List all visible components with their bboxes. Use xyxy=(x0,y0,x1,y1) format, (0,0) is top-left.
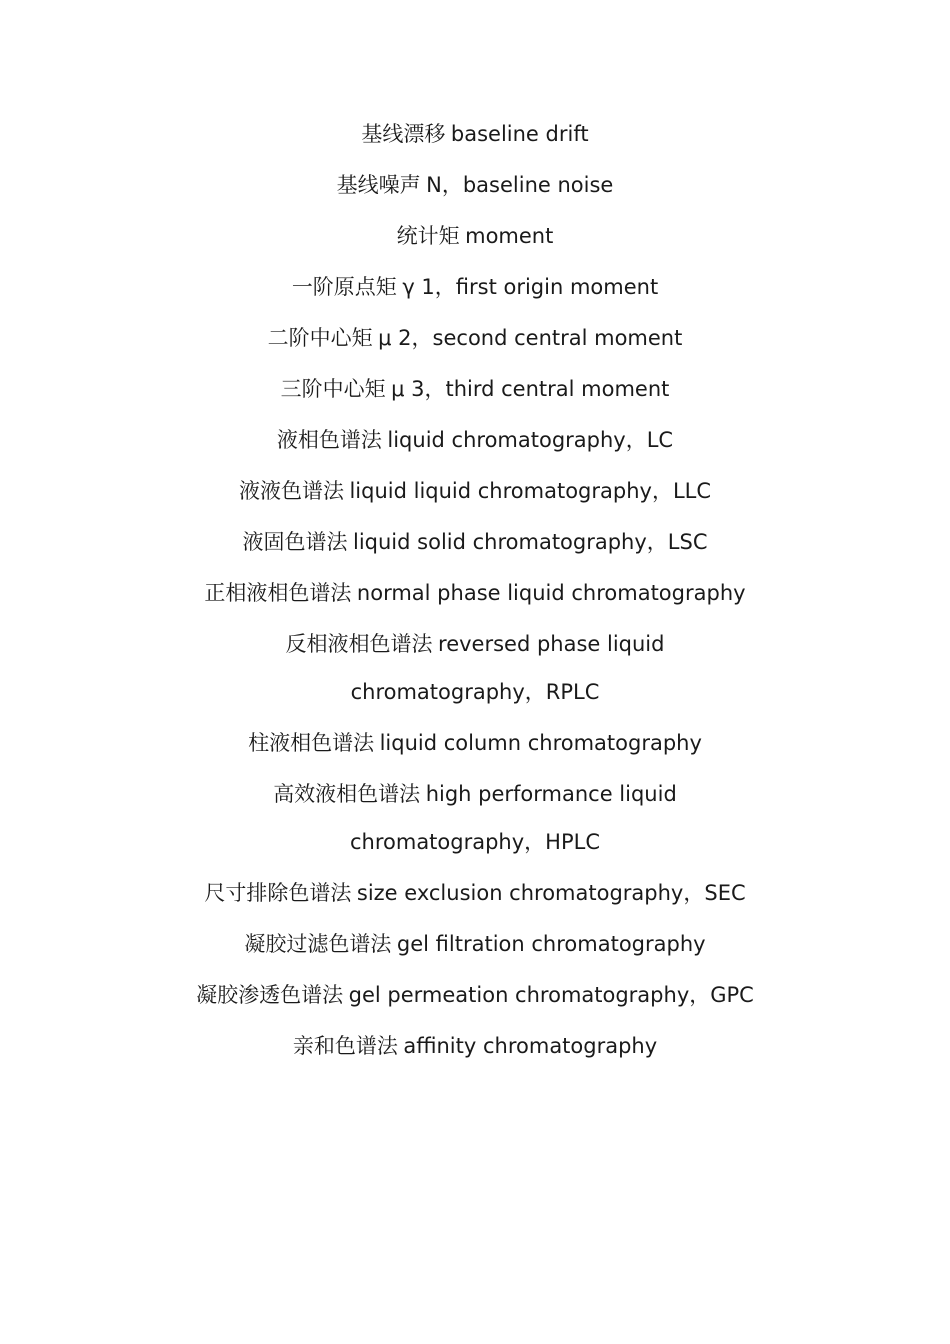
glossary-entry xyxy=(190,920,760,968)
term-chinese: 正相液相色谱法 xyxy=(204,581,352,605)
term-chinese: 液液色谱法 xyxy=(238,479,344,503)
term-chinese: 基线噪声 xyxy=(336,173,421,197)
glossary-entry xyxy=(190,314,760,362)
term-english: liquid liquid chromatography，LLC xyxy=(349,479,712,503)
term-chinese: 亲和色谱法 xyxy=(292,1034,398,1058)
term-chinese: 基线漂移 xyxy=(361,122,446,146)
term-english: reversed phase liquid chromatography，RPLC xyxy=(350,632,665,704)
term-chinese: 高效液相色谱法 xyxy=(273,782,421,806)
term-chinese: 液相色谱法 xyxy=(276,428,382,452)
term-chinese: 凝胶过滤色谱法 xyxy=(244,932,392,956)
glossary-entry xyxy=(190,719,760,767)
term-chinese: 统计矩 xyxy=(396,224,460,248)
glossary-entry xyxy=(190,263,760,311)
glossary-entry xyxy=(190,971,760,1019)
term-chinese: 凝胶渗透色谱法 xyxy=(196,983,344,1007)
term-english: high performance liquid chromatography，HPLC xyxy=(349,782,677,854)
term-english: liquid solid chromatography，LSC xyxy=(353,530,708,554)
term-chinese: 柱液相色谱法 xyxy=(248,731,375,755)
glossary-entry xyxy=(190,1022,760,1070)
term-chinese: 一阶原点矩 xyxy=(291,275,397,299)
term-english: liquid column chromatography xyxy=(379,731,702,755)
term-english: μ 3，third central moment xyxy=(391,377,670,401)
term-english: gel filtration chromatography xyxy=(396,932,706,956)
term-english: baseline drift xyxy=(450,122,589,146)
term-chinese: 三阶中心矩 xyxy=(280,377,386,401)
term-english: gel permeation chromatography，GPC xyxy=(348,983,754,1007)
term-english: size exclusion chromatography，SEC xyxy=(356,881,746,905)
term-english: N，baseline noise xyxy=(426,173,614,197)
glossary-entry xyxy=(190,161,760,209)
term-chinese: 反相液相色谱法 xyxy=(285,632,433,656)
glossary-entry xyxy=(190,518,760,566)
glossary-list xyxy=(190,110,760,1073)
glossary-entry xyxy=(190,110,760,158)
glossary-entry xyxy=(190,212,760,260)
glossary-entry xyxy=(190,869,760,917)
term-english: moment xyxy=(465,224,554,248)
term-english: γ 1，first origin moment xyxy=(402,275,659,299)
term-english: μ 2，second central moment xyxy=(378,326,683,350)
glossary-entry xyxy=(190,416,760,464)
term-chinese: 尺寸排除色谱法 xyxy=(204,881,352,905)
glossary-entry xyxy=(190,620,760,716)
glossary-entry xyxy=(190,467,760,515)
term-english: normal phase liquid chromatography xyxy=(356,581,746,605)
term-english: affinity chromatography xyxy=(403,1034,658,1058)
term-english: liquid chromatography，LC xyxy=(387,428,674,452)
term-chinese: 二阶中心矩 xyxy=(267,326,373,350)
glossary-entry xyxy=(190,770,760,866)
glossary-entry xyxy=(190,365,760,413)
term-chinese: 液固色谱法 xyxy=(242,530,348,554)
glossary-entry xyxy=(190,569,760,617)
